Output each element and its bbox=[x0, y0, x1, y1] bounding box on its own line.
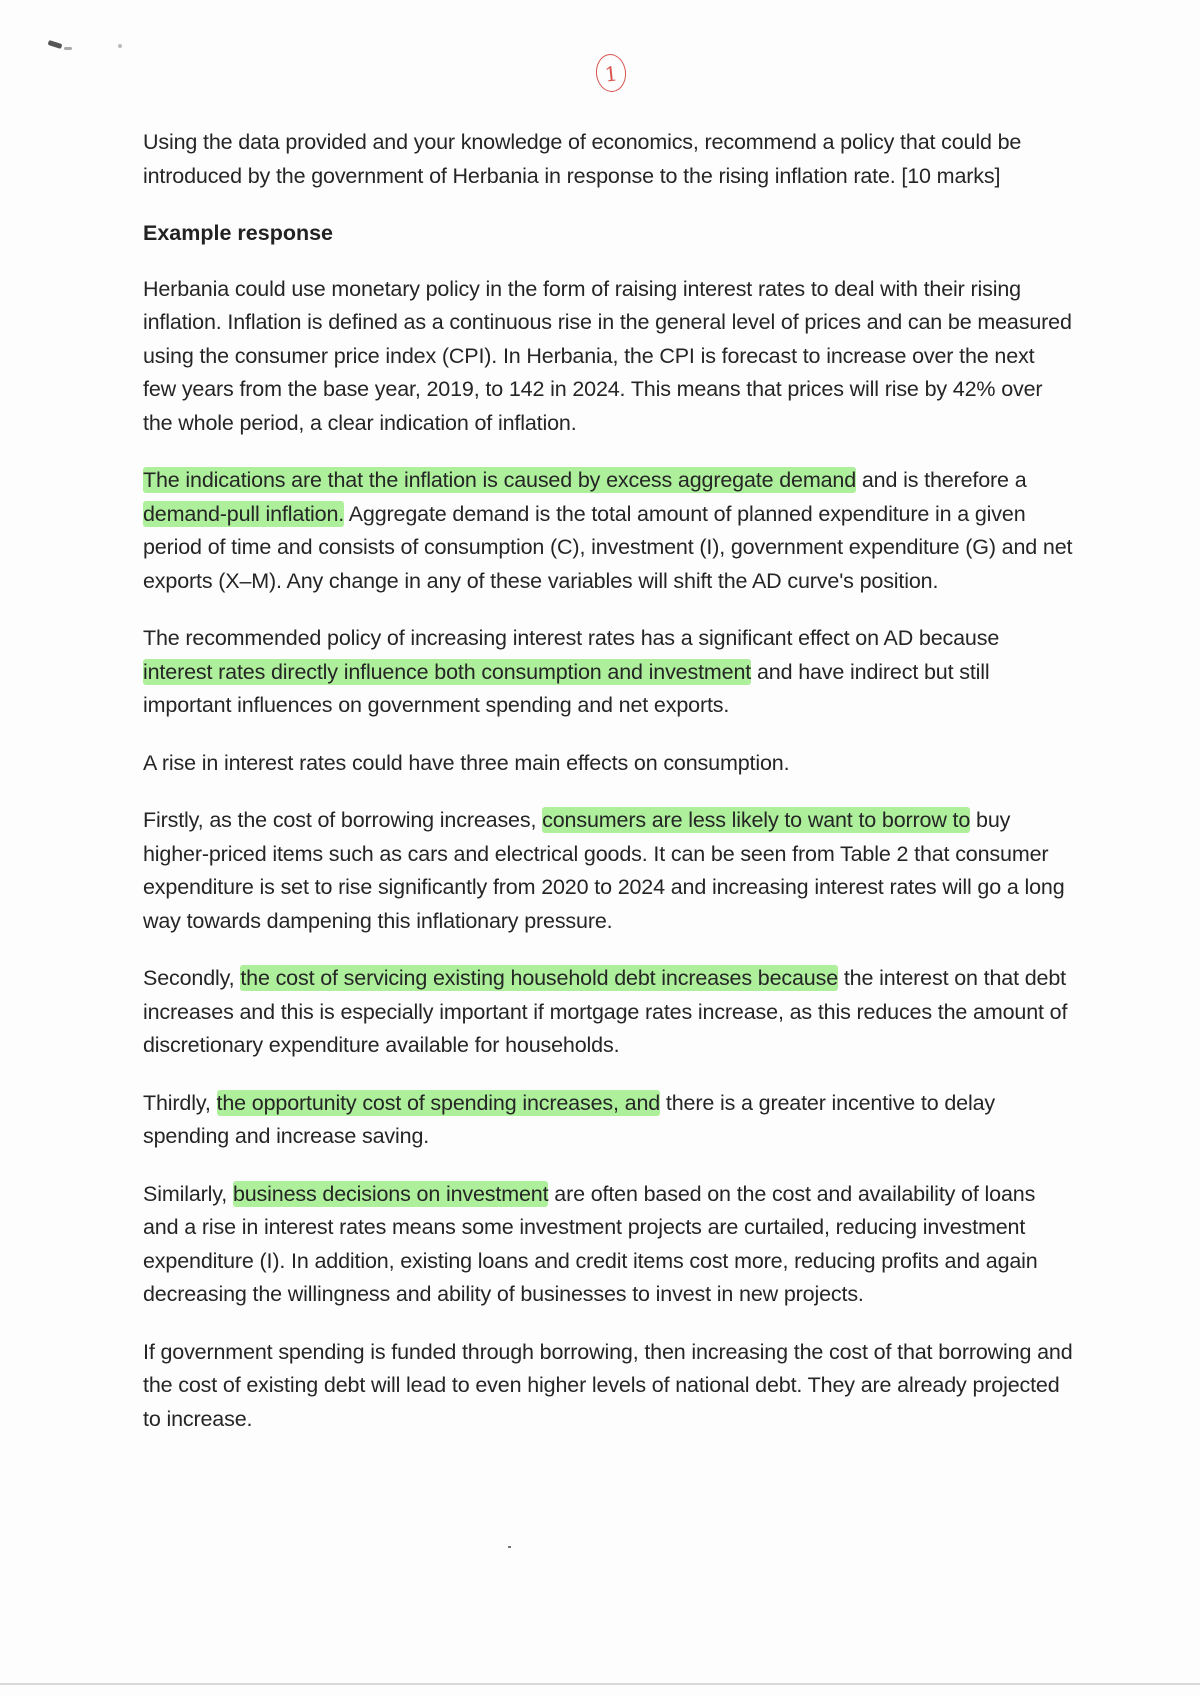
paragraph-text: and is therefore a bbox=[856, 468, 1027, 492]
paragraph-text: If government spending is funded through borrowing, then increasing the cost of that borrowing and the cost of existing debt will lead to even higher levels of national debt. They are already projected to increase. bbox=[143, 1339, 1073, 1431]
highlighted-text: the cost of servicing existing household debt increases because bbox=[240, 966, 839, 990]
paragraph-7 bbox=[143, 1087, 1073, 1154]
paragraph-text: Firstly, as the cost of borrowing increases, bbox=[143, 808, 543, 832]
paragraph-text: Aggregate demand is the total amount of planned expenditure in a given period of time and consists of consumption (C), investment (I), government expenditure (G) and net exports (X–M). Any change in any of these variables will shift the AD curve's position. bbox=[143, 501, 1073, 593]
page-bottom-edge bbox=[0, 1683, 1200, 1685]
highlighted-text: the opportunity cost of spending increases, and bbox=[216, 1090, 661, 1115]
paragraph-2 bbox=[143, 464, 1073, 598]
paragraph-text: and have indirect but still important influences on government spending and net exports. bbox=[143, 659, 990, 717]
paragraph-1 bbox=[143, 273, 1073, 441]
paragraph-text: A rise in interest rates could have three main effects on consumption. bbox=[143, 750, 790, 775]
paragraph-5 bbox=[143, 804, 1073, 938]
paragraph-9 bbox=[143, 1336, 1073, 1437]
paragraph-text: are often based on the cost and availability of loans and a rise in interest rates means some investment projects are curtailed, reducing investment expenditure (I). In addition, existing loans and credit items cost more, reducing profits and again decreasing the willingness and ability of businesses to invest in new projects. bbox=[143, 1181, 1038, 1306]
paragraph-3 bbox=[143, 622, 1073, 723]
paragraph-4 bbox=[143, 747, 1073, 781]
paragraph-text: Herbania could use monetary policy in the form of raising interest rates to deal with their rising inflation. Inflation is defined as a continuous rise in the general level of prices and can be measured using the consumer price index (CPI). In Herbania, the CPI is forecast to increase over the next few years from the base year, 2019, to 142 in 2024. This means that prices will rise by 42% over the whole period, a clear indication of inflation. bbox=[143, 276, 1072, 435]
highlighted-text: interest rates directly influence both consumption and investment bbox=[143, 659, 752, 684]
paragraph-text: the interest on that debt increases and this is especially important if mortgage rates increase, as this reduces the amount of discretionary expenditure available for households. bbox=[143, 966, 1068, 1057]
highlighted-text: The indications are that the inflation is caused by excess aggregate demand bbox=[143, 468, 857, 492]
highlighted-text: business decisions on investment bbox=[232, 1181, 549, 1206]
question-text: Using the data provided and your knowledge of economics, recommend a policy that could be introduced by the government of Herbania in response to the rising inflation rate. [10 marks] bbox=[143, 130, 1022, 188]
paragraph-text: Thirdly, bbox=[143, 1090, 217, 1115]
paragraph-text: Similarly, bbox=[143, 1181, 233, 1206]
handwritten-page-number: 1 bbox=[594, 53, 628, 94]
paragraph-text: there is a greater incentive to delay spending and increase saving. bbox=[143, 1090, 995, 1148]
highlighted-text: consumers are less likely to want to borrow to bbox=[542, 808, 971, 832]
paragraph-text: buy higher-priced items such as cars and electrical goods. It can be seen from Table 2 that consumer expenditure is set to rise significantly from 2020 to 2024 and increasing interest rates will go a long way towards dampening this inflationary pressure. bbox=[143, 808, 1065, 933]
scan-mark bbox=[64, 47, 72, 50]
example-response-heading: Example response bbox=[143, 221, 334, 245]
highlighted-text: demand-pull inflation. bbox=[143, 501, 345, 526]
scan-mark bbox=[118, 44, 122, 48]
scan-mark bbox=[508, 1546, 511, 1548]
paragraph-text: The recommended policy of increasing interest rates has a significant effect on AD because bbox=[143, 626, 1000, 650]
scan-mark bbox=[48, 40, 63, 49]
paragraph-6 bbox=[143, 962, 1073, 1063]
paragraph-text: Secondly, bbox=[143, 966, 241, 990]
paragraph-8 bbox=[143, 1178, 1073, 1312]
document-body bbox=[143, 126, 1073, 1460]
